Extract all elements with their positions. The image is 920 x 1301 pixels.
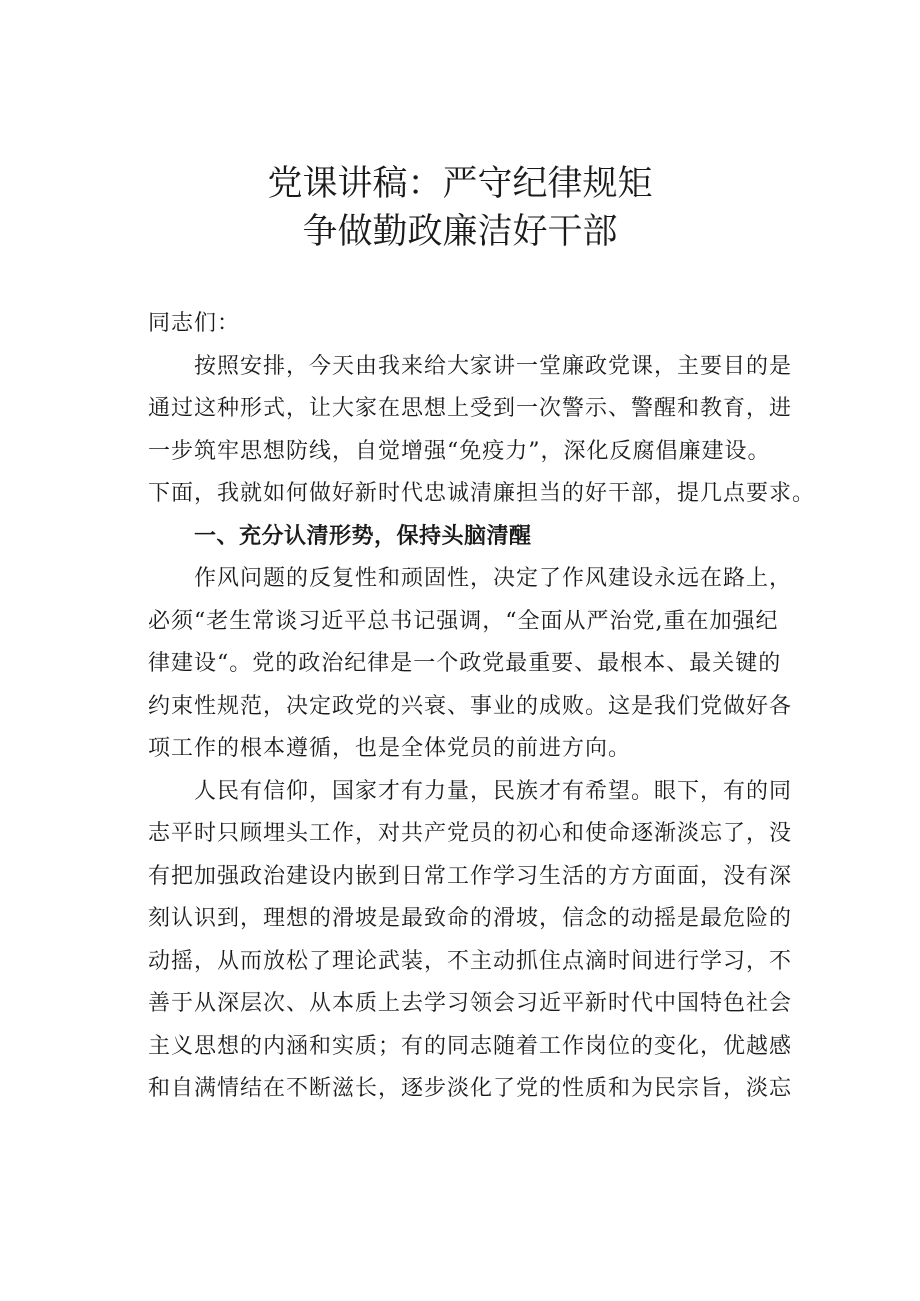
text-line: 主义思想的内涵和实质；有的同志随着工作岗位的变化，优越感	[148, 1033, 793, 1059]
text-line: 必须“老生常谈习近平总书记强调，“全面从严治党,重在加强纪	[148, 608, 779, 634]
body-text	[148, 303, 816, 1111]
text-line: 律建设“。党的政治纪律是一个政党最重要、最根本、最关键的	[148, 651, 782, 676]
section-heading: 一、充分认清形势，保持头脑清醒	[194, 523, 532, 549]
text-line: 志平时只顾埋头工作，对共产党员的初心和使命逐渐淡忘了，没	[148, 821, 793, 846]
title-line-2: 争做勤政廉洁好干部	[302, 212, 618, 252]
text-line: 人民有信仰，国家才有力量，民族才有希望。眼下，有的同	[194, 778, 793, 804]
text-line: 约束性规范，决定政党的兴衰、事业的成败。这是我们党做好各	[148, 693, 793, 719]
text-line: 刻认识到，理想的滑坡是最致命的滑坡，信念的动摇是最危险的	[148, 906, 793, 931]
salutation: 同志们：	[148, 311, 241, 336]
text-line: 动摇，从而放松了理论武装，不主动抓住点滴时间进行学习，不	[148, 948, 793, 974]
text-line: 下面，我就如何做好新时代忠诚清廉担当的好干部，提几点要求。	[148, 481, 816, 506]
text-line: 项工作的根本遵循，也是全体党员的前进方向。	[148, 736, 632, 761]
text-line: 和自满情结在不断滋长，逐步淡化了党的性质和为民宗旨，淡忘	[148, 1076, 793, 1101]
text-line: 作风问题的反复性和顽固性，决定了作风建设永远在路上，	[194, 566, 793, 591]
title-line-1: 党课讲稿：严守纪律规矩	[267, 164, 653, 204]
text-line: 按照安排，今天由我来给大家讲一堂廉政党课，主要目的是	[194, 353, 793, 379]
text-line: 一步筑牢思想防线，自觉增强“免疫力”，深化反腐倡廉建设。	[148, 438, 771, 464]
paragraph-lines	[148, 346, 816, 1111]
text-line: 有把加强政治建设内嵌到日常工作学习生活的方方面面，没有深	[148, 863, 793, 889]
text-line: 善于从深层次、从本质上去学习领会习近平新时代中国特色社会	[148, 991, 793, 1016]
text-line: 通过这种形式，让大家在思想上受到一次警示、警醒和教育，进	[148, 396, 793, 421]
